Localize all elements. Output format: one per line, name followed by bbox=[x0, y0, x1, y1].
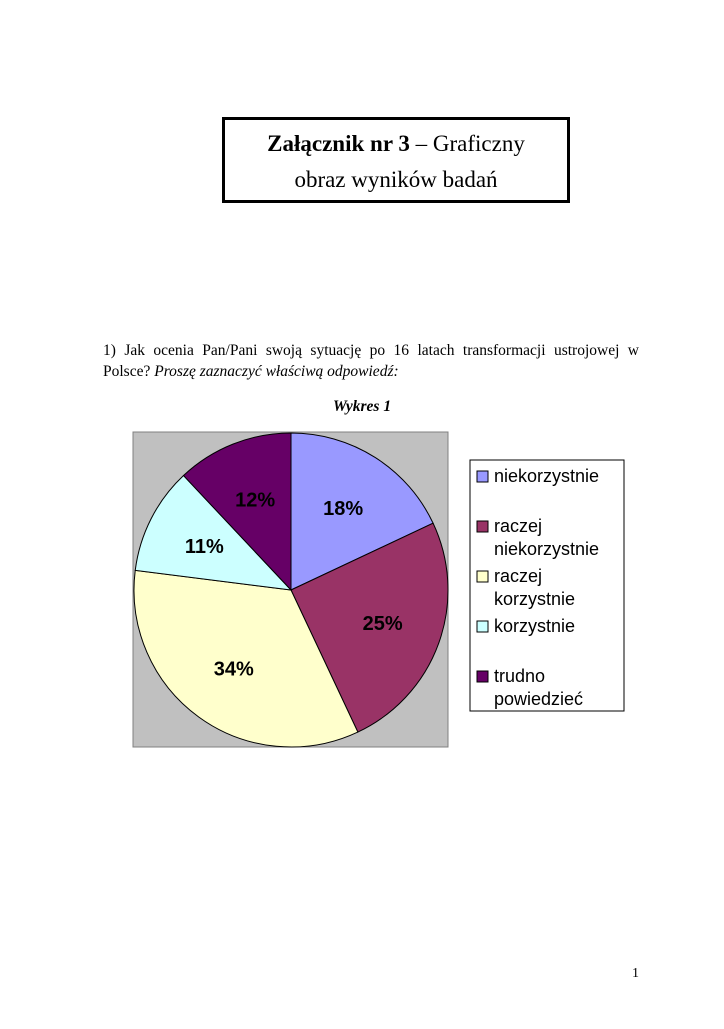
legend-swatch-4 bbox=[477, 671, 488, 682]
data-label-2: 34% bbox=[213, 658, 254, 681]
data-label-3: 11% bbox=[184, 535, 224, 558]
legend-swatch-0 bbox=[477, 471, 488, 482]
legend-label-4-1: powiedzieć bbox=[494, 689, 584, 709]
legend-label-2-0: raczej bbox=[494, 566, 543, 586]
chart-caption: Wykres 1 bbox=[332, 398, 392, 415]
legend-swatch-2 bbox=[477, 571, 488, 582]
legend-swatch-1 bbox=[477, 521, 488, 532]
page-number: 1 bbox=[632, 966, 639, 981]
legend-label-4-0: trudno bbox=[494, 666, 546, 686]
question-body: 1) Jak ocenia Pan/Pani swoją sytuację po 16 latach transformacji ustrojowej w Polsce? bbox=[103, 342, 639, 380]
data-label-4: 12% bbox=[235, 489, 276, 512]
data-label-1: 25% bbox=[362, 613, 403, 635]
title-rest: – Graficzny bbox=[409, 131, 525, 156]
data-label-0: 18% bbox=[323, 497, 364, 520]
legend-label-3-0: korzystnie bbox=[494, 616, 576, 636]
legend-swatch-3 bbox=[477, 621, 488, 632]
legend-label-1-0: raczej bbox=[494, 516, 543, 536]
question-instruction: Proszę zaznaczyć właściwą odpowiedź: bbox=[154, 363, 399, 380]
legend-label-0-0: niekorzystnie bbox=[494, 466, 600, 486]
legend-label-1-1: niekorzystnie bbox=[494, 539, 600, 559]
legend-label-2-1: korzystnie bbox=[494, 589, 576, 609]
title-bold: Załącznik nr 3 bbox=[267, 131, 410, 156]
title-line-2: obraz wyników badań bbox=[294, 167, 498, 192]
